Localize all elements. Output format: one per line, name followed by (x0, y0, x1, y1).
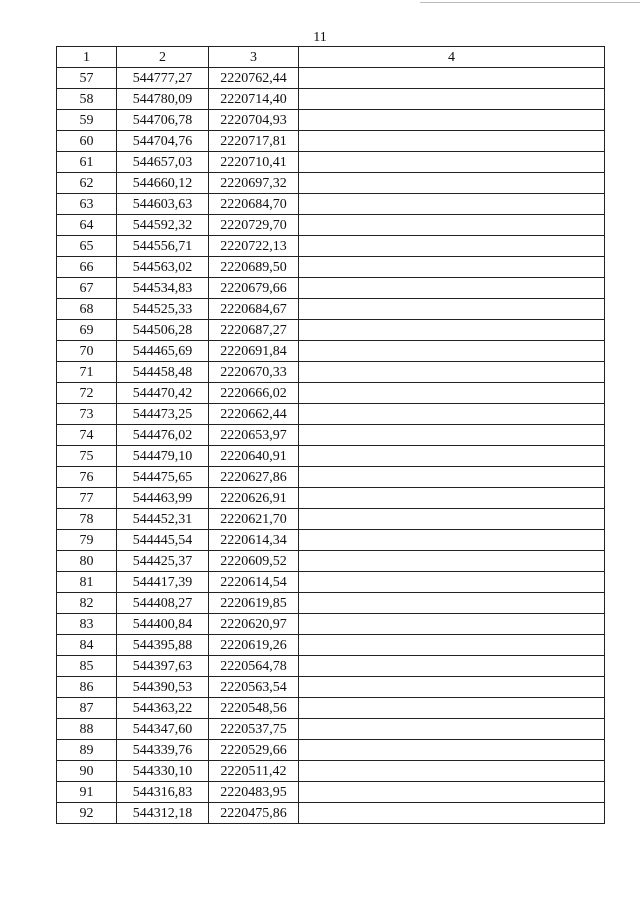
note-cell (299, 698, 605, 719)
y-coordinate-cell: 2220537,75 (209, 719, 299, 740)
note-cell (299, 467, 605, 488)
note-cell (299, 509, 605, 530)
note-cell (299, 677, 605, 698)
x-coordinate-cell: 544780,09 (117, 89, 209, 110)
note-cell (299, 404, 605, 425)
point-number-cell: 79 (57, 530, 117, 551)
point-number-cell: 70 (57, 341, 117, 362)
x-coordinate-cell: 544339,76 (117, 740, 209, 761)
table-row (57, 719, 605, 740)
table-row (57, 299, 605, 320)
x-coordinate-cell: 544452,31 (117, 509, 209, 530)
x-coordinate-cell: 544657,03 (117, 152, 209, 173)
note-cell (299, 551, 605, 572)
table-row (57, 635, 605, 656)
x-coordinate-cell: 544312,18 (117, 803, 209, 824)
header-col-1: 1 (57, 47, 117, 68)
point-number-cell: 68 (57, 299, 117, 320)
table-row (57, 362, 605, 383)
y-coordinate-cell: 2220710,41 (209, 152, 299, 173)
table-row (57, 593, 605, 614)
y-coordinate-cell: 2220714,40 (209, 89, 299, 110)
point-number-cell: 83 (57, 614, 117, 635)
table-row (57, 89, 605, 110)
coordinates-table (56, 46, 605, 824)
point-number-cell: 91 (57, 782, 117, 803)
y-coordinate-cell: 2220722,13 (209, 236, 299, 257)
header-row (57, 47, 605, 68)
x-coordinate-cell: 544347,60 (117, 719, 209, 740)
table-row (57, 530, 605, 551)
table-row (57, 152, 605, 173)
table-row (57, 740, 605, 761)
note-cell (299, 740, 605, 761)
point-number-cell: 81 (57, 572, 117, 593)
note-cell (299, 131, 605, 152)
point-number-cell: 86 (57, 677, 117, 698)
y-coordinate-cell: 2220619,85 (209, 593, 299, 614)
x-coordinate-cell: 544556,71 (117, 236, 209, 257)
table-row (57, 68, 605, 89)
note-cell (299, 593, 605, 614)
table-row (57, 173, 605, 194)
table-row (57, 467, 605, 488)
note-cell (299, 446, 605, 467)
table-row (57, 614, 605, 635)
y-coordinate-cell: 2220619,26 (209, 635, 299, 656)
table-row (57, 341, 605, 362)
x-coordinate-cell: 544603,63 (117, 194, 209, 215)
y-coordinate-cell: 2220483,95 (209, 782, 299, 803)
table-row (57, 110, 605, 131)
y-coordinate-cell: 2220697,32 (209, 173, 299, 194)
y-coordinate-cell: 2220691,84 (209, 341, 299, 362)
note-cell (299, 110, 605, 131)
table-row (57, 278, 605, 299)
note-cell (299, 383, 605, 404)
y-coordinate-cell: 2220614,54 (209, 572, 299, 593)
note-cell (299, 278, 605, 299)
table-row (57, 215, 605, 236)
point-number-cell: 78 (57, 509, 117, 530)
note-cell (299, 299, 605, 320)
point-number-cell: 64 (57, 215, 117, 236)
note-cell (299, 614, 605, 635)
table-row (57, 803, 605, 824)
note-cell (299, 530, 605, 551)
y-coordinate-cell: 2220609,52 (209, 551, 299, 572)
table-row (57, 782, 605, 803)
note-cell (299, 782, 605, 803)
x-coordinate-cell: 544397,63 (117, 656, 209, 677)
y-coordinate-cell: 2220563,54 (209, 677, 299, 698)
y-coordinate-cell: 2220729,70 (209, 215, 299, 236)
y-coordinate-cell: 2220684,70 (209, 194, 299, 215)
y-coordinate-cell: 2220662,44 (209, 404, 299, 425)
y-coordinate-cell: 2220704,93 (209, 110, 299, 131)
point-number-cell: 58 (57, 89, 117, 110)
note-cell (299, 362, 605, 383)
note-cell (299, 572, 605, 593)
y-coordinate-cell: 2220689,50 (209, 257, 299, 278)
y-coordinate-cell: 2220564,78 (209, 656, 299, 677)
point-number-cell: 62 (57, 173, 117, 194)
note-cell (299, 761, 605, 782)
x-coordinate-cell: 544395,88 (117, 635, 209, 656)
point-number-cell: 60 (57, 131, 117, 152)
header-col-4: 4 (299, 47, 605, 68)
x-coordinate-cell: 544470,42 (117, 383, 209, 404)
table-row (57, 551, 605, 572)
y-coordinate-cell: 2220670,33 (209, 362, 299, 383)
y-coordinate-cell: 2220620,97 (209, 614, 299, 635)
y-coordinate-cell: 2220627,86 (209, 467, 299, 488)
point-number-cell: 89 (57, 740, 117, 761)
x-coordinate-cell: 544330,10 (117, 761, 209, 782)
note-cell (299, 215, 605, 236)
x-coordinate-cell: 544458,48 (117, 362, 209, 383)
y-coordinate-cell: 2220687,27 (209, 320, 299, 341)
page-number: 11 (313, 30, 327, 45)
point-number-cell: 80 (57, 551, 117, 572)
table-body (57, 68, 605, 824)
table-row (57, 320, 605, 341)
y-coordinate-cell: 2220762,44 (209, 68, 299, 89)
note-cell (299, 488, 605, 509)
note-cell (299, 656, 605, 677)
x-coordinate-cell: 544525,33 (117, 299, 209, 320)
table-row (57, 677, 605, 698)
point-number-cell: 90 (57, 761, 117, 782)
x-coordinate-cell: 544506,28 (117, 320, 209, 341)
y-coordinate-cell: 2220679,66 (209, 278, 299, 299)
note-cell (299, 236, 605, 257)
note-cell (299, 194, 605, 215)
table-row (57, 236, 605, 257)
table-row (57, 509, 605, 530)
point-number-cell: 92 (57, 803, 117, 824)
x-coordinate-cell: 544417,39 (117, 572, 209, 593)
note-cell (299, 719, 605, 740)
x-coordinate-cell: 544476,02 (117, 425, 209, 446)
header-col-2: 2 (117, 47, 209, 68)
x-coordinate-cell: 544465,69 (117, 341, 209, 362)
table-row (57, 698, 605, 719)
y-coordinate-cell: 2220621,70 (209, 509, 299, 530)
header-col-3: 3 (209, 47, 299, 68)
note-cell (299, 341, 605, 362)
table-header (57, 47, 605, 68)
note-cell (299, 152, 605, 173)
table-row (57, 425, 605, 446)
x-coordinate-cell: 544592,32 (117, 215, 209, 236)
table-row (57, 383, 605, 404)
y-coordinate-cell: 2220475,86 (209, 803, 299, 824)
y-coordinate-cell: 2220684,67 (209, 299, 299, 320)
note-cell (299, 89, 605, 110)
table-row (57, 446, 605, 467)
x-coordinate-cell: 544704,76 (117, 131, 209, 152)
y-coordinate-cell: 2220529,66 (209, 740, 299, 761)
y-coordinate-cell: 2220511,42 (209, 761, 299, 782)
table-row (57, 194, 605, 215)
y-coordinate-cell: 2220653,97 (209, 425, 299, 446)
point-number-cell: 72 (57, 383, 117, 404)
table-row (57, 257, 605, 278)
table-row (57, 656, 605, 677)
scan-edge-line (420, 2, 640, 3)
note-cell (299, 173, 605, 194)
x-coordinate-cell: 544473,25 (117, 404, 209, 425)
y-coordinate-cell: 2220666,02 (209, 383, 299, 404)
point-number-cell: 63 (57, 194, 117, 215)
point-number-cell: 67 (57, 278, 117, 299)
point-number-cell: 69 (57, 320, 117, 341)
x-coordinate-cell: 544660,12 (117, 173, 209, 194)
table-row (57, 488, 605, 509)
point-number-cell: 66 (57, 257, 117, 278)
x-coordinate-cell: 544479,10 (117, 446, 209, 467)
point-number-cell: 77 (57, 488, 117, 509)
point-number-cell: 74 (57, 425, 117, 446)
x-coordinate-cell: 544563,02 (117, 257, 209, 278)
x-coordinate-cell: 544390,53 (117, 677, 209, 698)
y-coordinate-cell: 2220614,34 (209, 530, 299, 551)
point-number-cell: 82 (57, 593, 117, 614)
table-row (57, 131, 605, 152)
x-coordinate-cell: 544316,83 (117, 782, 209, 803)
x-coordinate-cell: 544408,27 (117, 593, 209, 614)
y-coordinate-cell: 2220640,91 (209, 446, 299, 467)
table-row (57, 572, 605, 593)
note-cell (299, 425, 605, 446)
table-row (57, 404, 605, 425)
point-number-cell: 73 (57, 404, 117, 425)
x-coordinate-cell: 544363,22 (117, 698, 209, 719)
point-number-cell: 84 (57, 635, 117, 656)
note-cell (299, 635, 605, 656)
point-number-cell: 88 (57, 719, 117, 740)
x-coordinate-cell: 544400,84 (117, 614, 209, 635)
x-coordinate-cell: 544445,54 (117, 530, 209, 551)
point-number-cell: 57 (57, 68, 117, 89)
y-coordinate-cell: 2220717,81 (209, 131, 299, 152)
point-number-cell: 65 (57, 236, 117, 257)
x-coordinate-cell: 544425,37 (117, 551, 209, 572)
note-cell (299, 68, 605, 89)
note-cell (299, 320, 605, 341)
x-coordinate-cell: 544463,99 (117, 488, 209, 509)
table-row (57, 761, 605, 782)
point-number-cell: 87 (57, 698, 117, 719)
note-cell (299, 803, 605, 824)
point-number-cell: 85 (57, 656, 117, 677)
y-coordinate-cell: 2220626,91 (209, 488, 299, 509)
x-coordinate-cell: 544534,83 (117, 278, 209, 299)
point-number-cell: 76 (57, 467, 117, 488)
x-coordinate-cell: 544706,78 (117, 110, 209, 131)
point-number-cell: 71 (57, 362, 117, 383)
point-number-cell: 75 (57, 446, 117, 467)
point-number-cell: 61 (57, 152, 117, 173)
y-coordinate-cell: 2220548,56 (209, 698, 299, 719)
x-coordinate-cell: 544777,27 (117, 68, 209, 89)
note-cell (299, 257, 605, 278)
x-coordinate-cell: 544475,65 (117, 467, 209, 488)
point-number-cell: 59 (57, 110, 117, 131)
